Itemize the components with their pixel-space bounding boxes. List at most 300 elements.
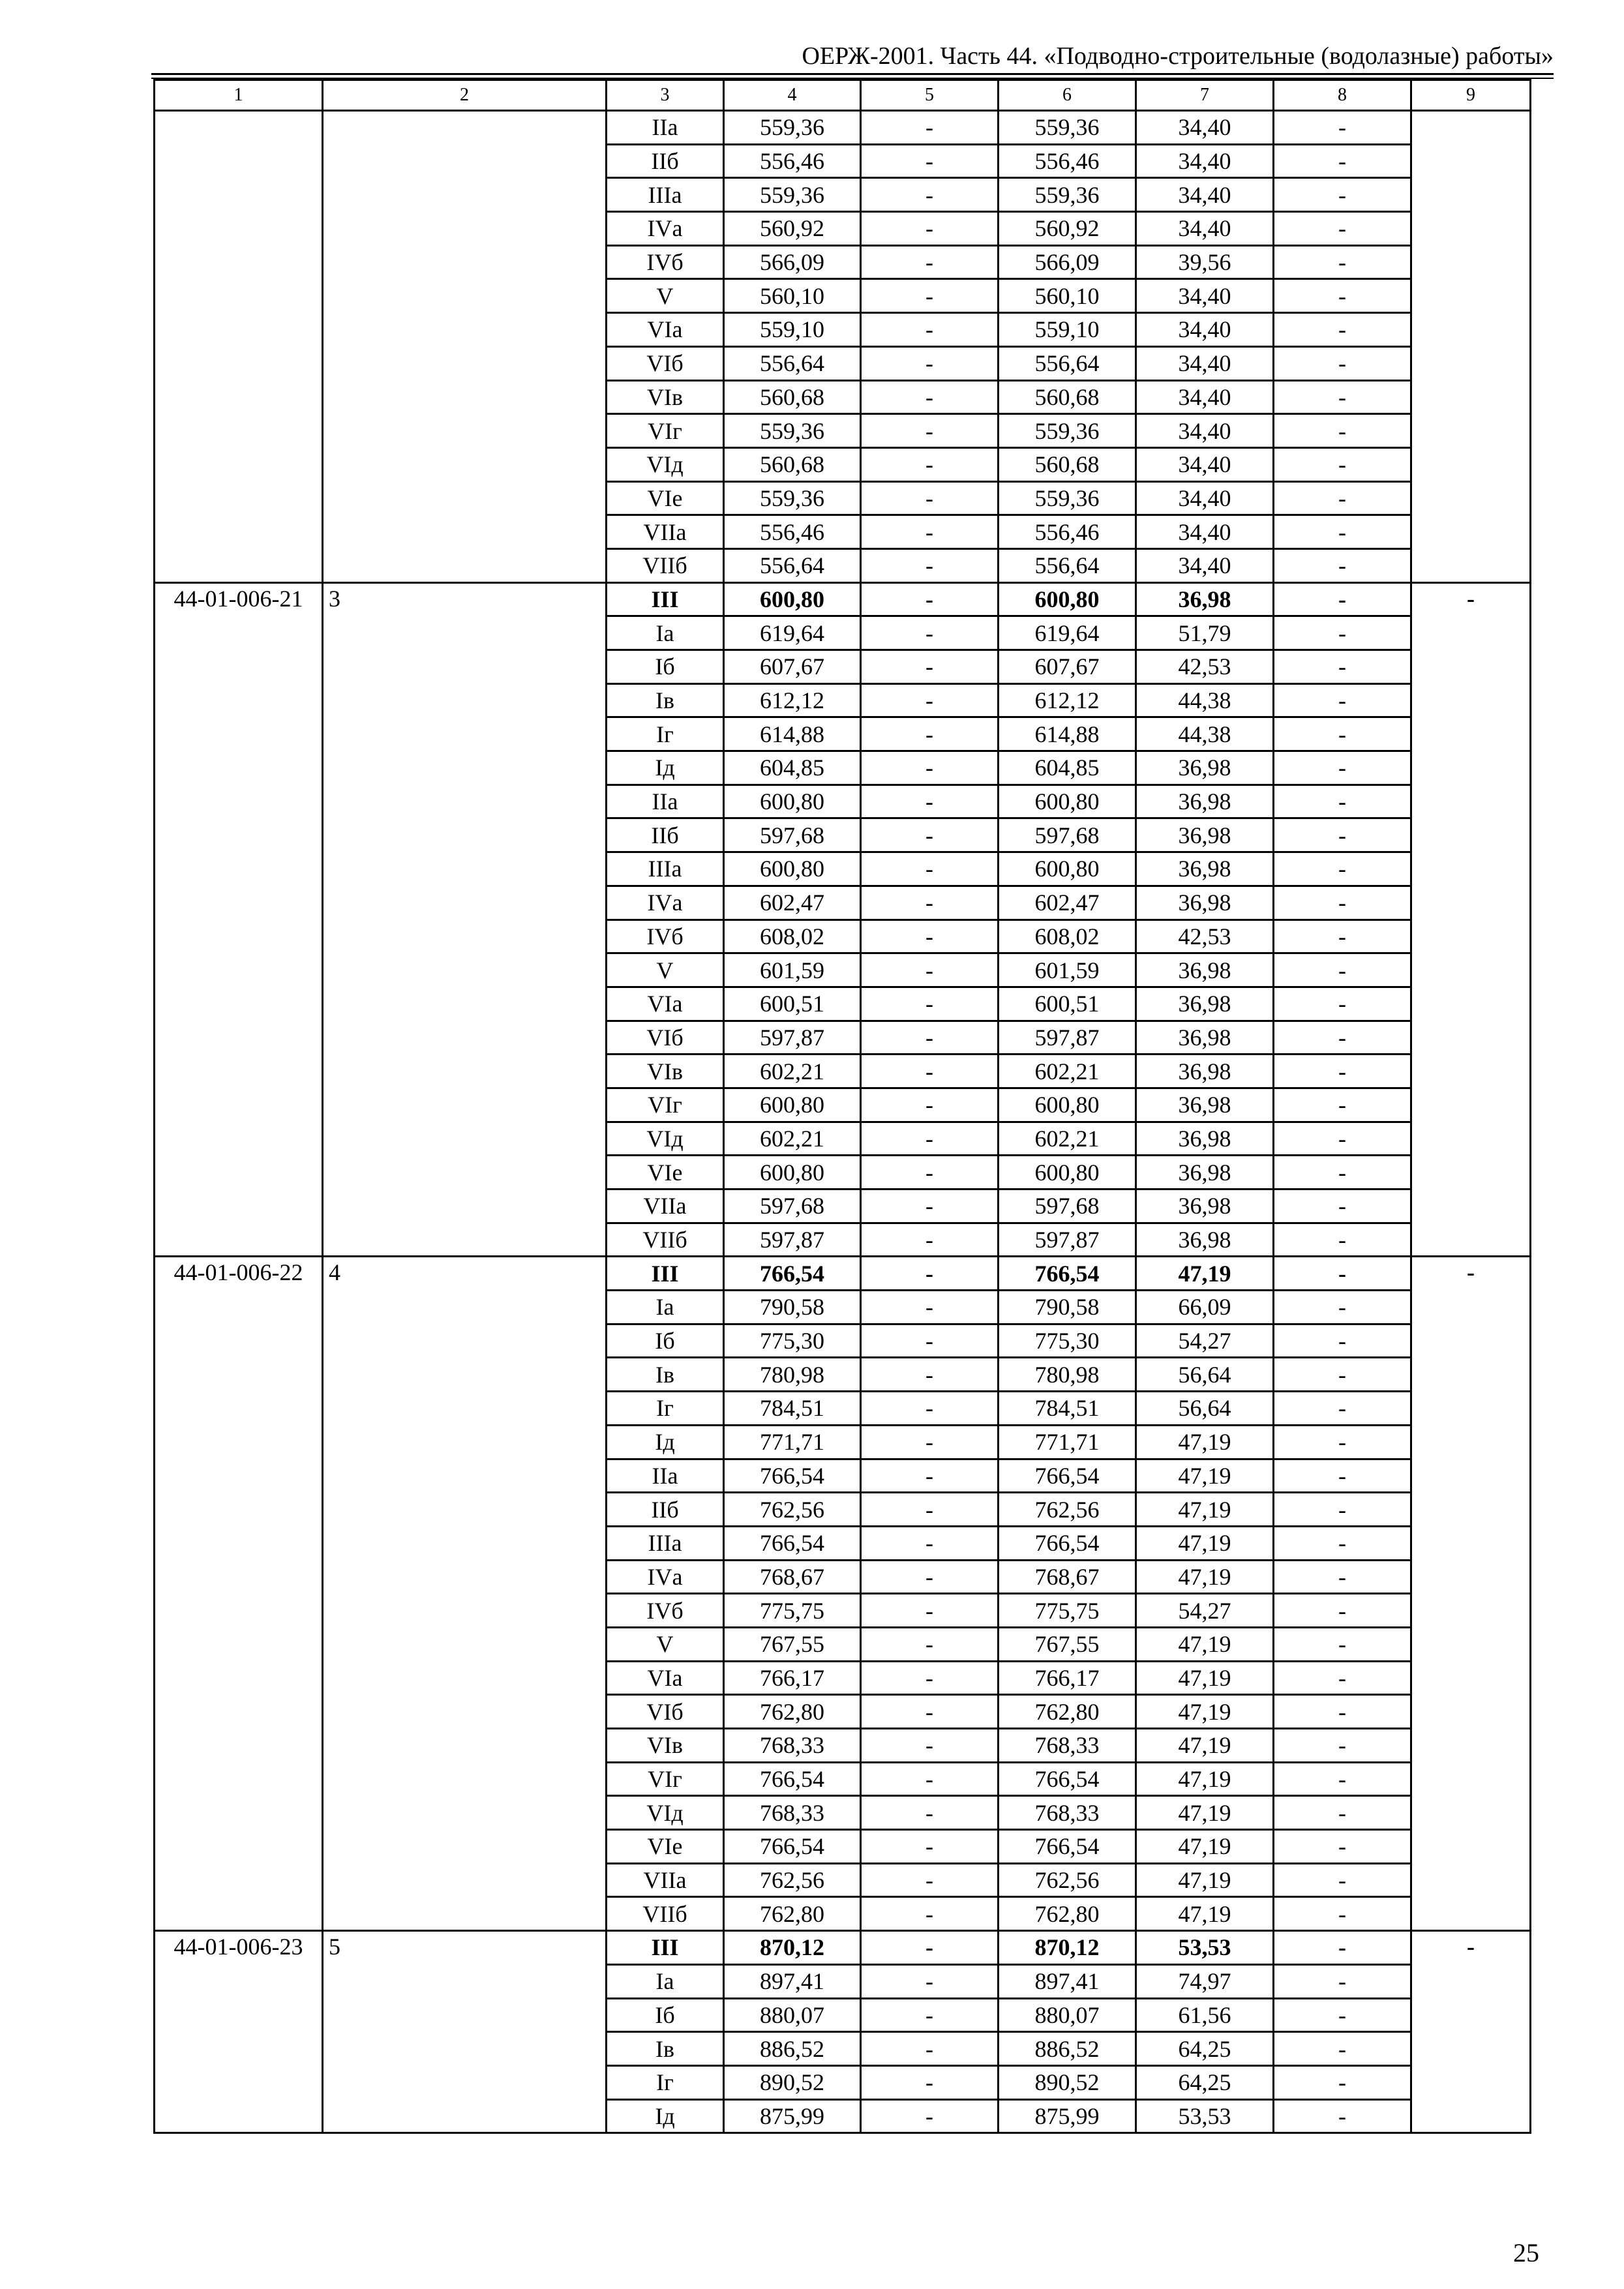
value-cell: - bbox=[1274, 1122, 1411, 1156]
value-cell: 597,87 bbox=[724, 1223, 861, 1257]
value-cell: - bbox=[1274, 616, 1411, 650]
zone-cell: IIа bbox=[607, 111, 724, 145]
value-cell: - bbox=[861, 683, 999, 717]
value-cell: - bbox=[1274, 245, 1411, 279]
value-cell: 34,40 bbox=[1136, 111, 1274, 145]
value-cell: - bbox=[861, 313, 999, 347]
value-cell: - bbox=[1274, 1594, 1411, 1628]
value-cell: 762,80 bbox=[999, 1695, 1136, 1729]
value-cell: 47,19 bbox=[1136, 1729, 1274, 1763]
value-cell: 870,12 bbox=[999, 1931, 1136, 1965]
column-header: 8 bbox=[1274, 80, 1411, 111]
zone-cell: III bbox=[607, 1931, 724, 1965]
value-cell: 559,36 bbox=[999, 178, 1136, 212]
zone-cell: VIе bbox=[607, 1156, 724, 1189]
value-cell: 600,51 bbox=[724, 987, 861, 1021]
value-cell: - bbox=[1274, 212, 1411, 246]
value-cell: - bbox=[1274, 1291, 1411, 1324]
value-cell: - bbox=[1274, 1729, 1411, 1763]
zone-cell: VIIа bbox=[607, 1189, 724, 1223]
zone-cell: IVа bbox=[607, 212, 724, 246]
value-cell: 39,56 bbox=[1136, 245, 1274, 279]
value-cell: - bbox=[1274, 2032, 1411, 2066]
table-row bbox=[155, 1931, 1531, 1965]
value-cell: 766,54 bbox=[724, 1459, 861, 1493]
value-cell: 53,53 bbox=[1136, 2099, 1274, 2133]
value-cell: 766,54 bbox=[999, 1762, 1136, 1796]
value-cell: - bbox=[1274, 279, 1411, 313]
value-cell: 775,30 bbox=[724, 1324, 861, 1358]
value-cell: 607,67 bbox=[724, 650, 861, 684]
value-cell: - bbox=[861, 1695, 999, 1729]
value-cell: 560,92 bbox=[724, 212, 861, 246]
value-cell: 762,56 bbox=[724, 1493, 861, 1527]
value-cell: - bbox=[861, 1493, 999, 1527]
value-cell: - bbox=[1274, 1526, 1411, 1560]
zone-cell: V bbox=[607, 1627, 724, 1661]
value-cell: 36,98 bbox=[1136, 1122, 1274, 1156]
value-cell: 64,25 bbox=[1136, 2065, 1274, 2099]
zone-cell: IVб bbox=[607, 245, 724, 279]
value-cell: - bbox=[1274, 987, 1411, 1021]
zone-cell: IIIа bbox=[607, 852, 724, 886]
value-cell: 559,10 bbox=[724, 313, 861, 347]
value-cell: 768,33 bbox=[724, 1796, 861, 1830]
value-cell: - bbox=[861, 1560, 999, 1594]
zone-cell: Iа bbox=[607, 1964, 724, 1998]
value-cell: - bbox=[1274, 1897, 1411, 1931]
zone-cell: VIд bbox=[607, 1122, 724, 1156]
value-cell: 771,71 bbox=[999, 1425, 1136, 1459]
value-cell: 600,80 bbox=[999, 1088, 1136, 1122]
value-cell: - bbox=[861, 346, 999, 380]
value-cell: - bbox=[861, 1358, 999, 1392]
value-cell: 870,12 bbox=[724, 1931, 861, 1965]
zone-cell: Iб bbox=[607, 1324, 724, 1358]
value-cell: 766,17 bbox=[999, 1661, 1136, 1695]
zone-cell: VIа bbox=[607, 987, 724, 1021]
value-cell: - bbox=[1274, 1493, 1411, 1527]
value-cell: - bbox=[1274, 414, 1411, 448]
value-cell: 34,40 bbox=[1136, 380, 1274, 414]
value-cell: 762,56 bbox=[999, 1863, 1136, 1897]
value-cell: - bbox=[861, 886, 999, 920]
value-cell: - bbox=[1274, 953, 1411, 987]
value-cell: 556,64 bbox=[724, 548, 861, 582]
value-cell: - bbox=[1274, 1156, 1411, 1189]
value-cell: - bbox=[861, 920, 999, 953]
value-cell: - bbox=[1274, 650, 1411, 684]
value-cell: 597,87 bbox=[999, 1021, 1136, 1055]
value-cell: - bbox=[861, 178, 999, 212]
column-header: 2 bbox=[323, 80, 607, 111]
value-cell: - bbox=[861, 1291, 999, 1324]
value-cell: - bbox=[1274, 1392, 1411, 1426]
value-cell: - bbox=[861, 1998, 999, 2032]
value-cell: - bbox=[1274, 515, 1411, 549]
rates-table bbox=[153, 79, 1531, 2134]
value-cell: 771,71 bbox=[724, 1425, 861, 1459]
value-cell: 890,52 bbox=[724, 2065, 861, 2099]
value-cell: 559,36 bbox=[724, 481, 861, 515]
value-cell: 607,67 bbox=[999, 650, 1136, 684]
value-cell: 34,40 bbox=[1136, 481, 1274, 515]
value-cell: 766,54 bbox=[724, 1257, 861, 1291]
value-cell: - bbox=[1274, 1459, 1411, 1493]
value-cell: - bbox=[861, 852, 999, 886]
value-cell: 762,80 bbox=[999, 1897, 1136, 1931]
value-cell: 890,52 bbox=[999, 2065, 1136, 2099]
value-cell: - bbox=[861, 1796, 999, 1830]
value-cell: 47,19 bbox=[1136, 1493, 1274, 1527]
value-cell: - bbox=[1274, 1830, 1411, 1864]
value-cell: 47,19 bbox=[1136, 1560, 1274, 1594]
value-cell: - bbox=[861, 582, 999, 616]
value-cell: 556,46 bbox=[999, 515, 1136, 549]
value-cell: 766,17 bbox=[724, 1661, 861, 1695]
value-cell: 34,40 bbox=[1136, 447, 1274, 481]
value-cell: 600,80 bbox=[724, 582, 861, 616]
zone-cell: VIе bbox=[607, 1830, 724, 1864]
value-cell: - bbox=[861, 1088, 999, 1122]
value-cell: 601,59 bbox=[724, 953, 861, 987]
value-cell: - bbox=[861, 2065, 999, 2099]
value-cell: - bbox=[861, 548, 999, 582]
rate-code-cell: 44-01-006-22 bbox=[155, 1257, 323, 1931]
value-cell: 767,55 bbox=[724, 1627, 861, 1661]
value-cell: - bbox=[1274, 178, 1411, 212]
rate-name-cell: 3 bbox=[323, 582, 607, 1257]
value-cell: 768,33 bbox=[724, 1729, 861, 1763]
value-cell: - bbox=[861, 1863, 999, 1897]
value-cell: - bbox=[861, 1459, 999, 1493]
value-cell: - bbox=[861, 245, 999, 279]
value-cell: - bbox=[1274, 1560, 1411, 1594]
value-cell: 619,64 bbox=[724, 616, 861, 650]
value-cell: 559,36 bbox=[999, 481, 1136, 515]
value-cell: - bbox=[1274, 313, 1411, 347]
zone-cell: IIа bbox=[607, 785, 724, 818]
zone-cell: Iд bbox=[607, 751, 724, 785]
value-cell: 34,40 bbox=[1136, 548, 1274, 582]
value-cell: 51,79 bbox=[1136, 616, 1274, 650]
value-cell: 780,98 bbox=[999, 1358, 1136, 1392]
value-cell: 36,98 bbox=[1136, 751, 1274, 785]
value-cell: - bbox=[861, 1223, 999, 1257]
value-cell: - bbox=[861, 380, 999, 414]
zone-cell: Iд bbox=[607, 2099, 724, 2133]
rate-code-cell: 44-01-006-21 bbox=[155, 582, 323, 1257]
zone-cell: Iа bbox=[607, 1291, 724, 1324]
value-cell: - bbox=[1274, 1931, 1411, 1965]
value-cell: 556,46 bbox=[999, 144, 1136, 178]
value-cell: 47,19 bbox=[1136, 1661, 1274, 1695]
value-cell: 766,54 bbox=[999, 1257, 1136, 1291]
value-cell: 612,12 bbox=[999, 683, 1136, 717]
zone-cell: VIIб bbox=[607, 1223, 724, 1257]
header-rule-thick bbox=[151, 73, 1554, 75]
value-cell: 602,21 bbox=[999, 1122, 1136, 1156]
value-cell: 612,12 bbox=[724, 683, 861, 717]
value-cell: - bbox=[1274, 111, 1411, 145]
value-cell: 886,52 bbox=[999, 2032, 1136, 2066]
value-cell: - bbox=[1274, 1358, 1411, 1392]
value-cell: - bbox=[1274, 818, 1411, 852]
value-cell: 597,68 bbox=[724, 818, 861, 852]
value-cell: 767,55 bbox=[999, 1627, 1136, 1661]
zone-cell: VIв bbox=[607, 1055, 724, 1088]
column-header: 5 bbox=[861, 80, 999, 111]
value-cell: 766,54 bbox=[999, 1830, 1136, 1864]
value-cell: 42,53 bbox=[1136, 920, 1274, 953]
page-header-title: ОЕРЖ-2001. Часть 44. «Подводно-строительные (водолазные) работы» bbox=[802, 42, 1554, 70]
zone-cell: VIб bbox=[607, 1695, 724, 1729]
value-cell: - bbox=[1274, 1021, 1411, 1055]
value-cell: 559,36 bbox=[724, 178, 861, 212]
zone-cell: IVа bbox=[607, 1560, 724, 1594]
value-cell: 560,10 bbox=[999, 279, 1136, 313]
col9-cell bbox=[1411, 111, 1531, 583]
value-cell: - bbox=[861, 1257, 999, 1291]
value-cell: - bbox=[861, 1931, 999, 1965]
value-cell: 36,98 bbox=[1136, 987, 1274, 1021]
value-cell: - bbox=[861, 1055, 999, 1088]
value-cell: 47,19 bbox=[1136, 1459, 1274, 1493]
column-number-row bbox=[155, 80, 1531, 111]
column-header: 9 bbox=[1411, 80, 1531, 111]
value-cell: 780,98 bbox=[724, 1358, 861, 1392]
value-cell: 34,40 bbox=[1136, 279, 1274, 313]
value-cell: 897,41 bbox=[999, 1964, 1136, 1998]
value-cell: 560,68 bbox=[724, 447, 861, 481]
value-cell: 34,40 bbox=[1136, 178, 1274, 212]
value-cell: 47,19 bbox=[1136, 1796, 1274, 1830]
value-cell: - bbox=[1274, 2099, 1411, 2133]
value-cell: 56,64 bbox=[1136, 1392, 1274, 1426]
column-header: 4 bbox=[724, 80, 861, 111]
zone-cell: Iг bbox=[607, 1392, 724, 1426]
value-cell: - bbox=[861, 447, 999, 481]
zone-cell: IVб bbox=[607, 1594, 724, 1628]
value-cell: - bbox=[1274, 1695, 1411, 1729]
value-cell: - bbox=[1274, 683, 1411, 717]
value-cell: - bbox=[1274, 1998, 1411, 2032]
zone-cell: VIб bbox=[607, 1021, 724, 1055]
value-cell: - bbox=[861, 1324, 999, 1358]
value-cell: - bbox=[861, 1594, 999, 1628]
value-cell: 560,10 bbox=[724, 279, 861, 313]
zone-cell: IIа bbox=[607, 1459, 724, 1493]
zone-cell: IIIа bbox=[607, 178, 724, 212]
col9-cell: - bbox=[1411, 1931, 1531, 2133]
value-cell: - bbox=[861, 751, 999, 785]
value-cell: 74,97 bbox=[1136, 1964, 1274, 1998]
value-cell: 47,19 bbox=[1136, 1762, 1274, 1796]
value-cell: 600,80 bbox=[724, 785, 861, 818]
value-cell: 54,27 bbox=[1136, 1594, 1274, 1628]
value-cell: - bbox=[861, 953, 999, 987]
value-cell: 47,19 bbox=[1136, 1830, 1274, 1864]
value-cell: - bbox=[861, 1830, 999, 1864]
value-cell: 601,59 bbox=[999, 953, 1136, 987]
value-cell: 762,80 bbox=[724, 1695, 861, 1729]
zone-cell: VIв bbox=[607, 380, 724, 414]
value-cell: - bbox=[1274, 1964, 1411, 1998]
value-cell: 34,40 bbox=[1136, 515, 1274, 549]
value-cell: - bbox=[1274, 548, 1411, 582]
value-cell: 886,52 bbox=[724, 2032, 861, 2066]
value-cell: 762,56 bbox=[724, 1863, 861, 1897]
value-cell: 875,99 bbox=[724, 2099, 861, 2133]
value-cell: 36,98 bbox=[1136, 818, 1274, 852]
value-cell: - bbox=[861, 1392, 999, 1426]
table-row bbox=[155, 1257, 1531, 1291]
zone-cell: Iг bbox=[607, 717, 724, 751]
value-cell: - bbox=[861, 987, 999, 1021]
value-cell: - bbox=[1274, 1055, 1411, 1088]
value-cell: 34,40 bbox=[1136, 414, 1274, 448]
value-cell: - bbox=[1274, 1863, 1411, 1897]
zone-cell: VIб bbox=[607, 346, 724, 380]
value-cell: 602,21 bbox=[999, 1055, 1136, 1088]
value-cell: - bbox=[861, 616, 999, 650]
zone-cell: Iв bbox=[607, 683, 724, 717]
value-cell: 600,80 bbox=[724, 1088, 861, 1122]
value-cell: 600,80 bbox=[999, 582, 1136, 616]
value-cell: - bbox=[1274, 1324, 1411, 1358]
rate-name-cell: 4 bbox=[323, 1257, 607, 1931]
value-cell: 600,80 bbox=[999, 1156, 1136, 1189]
zone-cell: VIв bbox=[607, 1729, 724, 1763]
value-cell: 34,40 bbox=[1136, 346, 1274, 380]
rate-code-cell: 44-01-006-23 bbox=[155, 1931, 323, 2133]
value-cell: 600,80 bbox=[724, 1156, 861, 1189]
value-cell: - bbox=[1274, 346, 1411, 380]
value-cell: 44,38 bbox=[1136, 717, 1274, 751]
value-cell: 34,40 bbox=[1136, 313, 1274, 347]
value-cell: 619,64 bbox=[999, 616, 1136, 650]
value-cell: - bbox=[861, 414, 999, 448]
value-cell: 36,98 bbox=[1136, 852, 1274, 886]
value-cell: - bbox=[861, 1156, 999, 1189]
value-cell: 560,68 bbox=[724, 380, 861, 414]
zone-cell: VIа bbox=[607, 1661, 724, 1695]
zone-cell: IIб bbox=[607, 1493, 724, 1527]
value-cell: 597,68 bbox=[724, 1189, 861, 1223]
value-cell: - bbox=[861, 717, 999, 751]
value-cell: 597,87 bbox=[999, 1223, 1136, 1257]
value-cell: - bbox=[861, 144, 999, 178]
value-cell: 36,98 bbox=[1136, 1189, 1274, 1223]
zone-cell: III bbox=[607, 1257, 724, 1291]
value-cell: - bbox=[861, 1189, 999, 1223]
value-cell: 608,02 bbox=[999, 920, 1136, 953]
value-cell: - bbox=[861, 818, 999, 852]
column-header: 1 bbox=[155, 80, 323, 111]
value-cell: 768,33 bbox=[999, 1729, 1136, 1763]
rate-code-cell bbox=[155, 111, 323, 583]
value-cell: 36,98 bbox=[1136, 1156, 1274, 1189]
value-cell: 762,80 bbox=[724, 1897, 861, 1931]
col9-cell: - bbox=[1411, 1257, 1531, 1931]
value-cell: 556,46 bbox=[724, 515, 861, 549]
column-header: 7 bbox=[1136, 80, 1274, 111]
value-cell: 36,98 bbox=[1136, 953, 1274, 987]
value-cell: 47,19 bbox=[1136, 1627, 1274, 1661]
value-cell: - bbox=[861, 1526, 999, 1560]
value-cell: 600,80 bbox=[724, 852, 861, 886]
value-cell: 880,07 bbox=[999, 1998, 1136, 2032]
zone-cell: III bbox=[607, 582, 724, 616]
value-cell: - bbox=[861, 212, 999, 246]
value-cell: - bbox=[861, 1729, 999, 1763]
value-cell: - bbox=[1274, 447, 1411, 481]
value-cell: 775,75 bbox=[999, 1594, 1136, 1628]
value-cell: 784,51 bbox=[724, 1392, 861, 1426]
value-cell: 47,19 bbox=[1136, 1897, 1274, 1931]
value-cell: 766,54 bbox=[999, 1459, 1136, 1493]
zone-cell: IIIа bbox=[607, 1526, 724, 1560]
value-cell: - bbox=[861, 785, 999, 818]
zone-cell: VIг bbox=[607, 414, 724, 448]
value-cell: - bbox=[861, 515, 999, 549]
col9-cell: - bbox=[1411, 582, 1531, 1257]
value-cell: - bbox=[1274, 1088, 1411, 1122]
value-cell: 47,19 bbox=[1136, 1425, 1274, 1459]
value-cell: 54,27 bbox=[1136, 1324, 1274, 1358]
value-cell: 559,10 bbox=[999, 313, 1136, 347]
zone-cell: IVб bbox=[607, 920, 724, 953]
value-cell: 559,36 bbox=[999, 111, 1136, 145]
value-cell: 784,51 bbox=[999, 1392, 1136, 1426]
value-cell: - bbox=[861, 1762, 999, 1796]
value-cell: 47,19 bbox=[1136, 1257, 1274, 1291]
table-row bbox=[155, 111, 1531, 145]
value-cell: - bbox=[861, 111, 999, 145]
value-cell: 614,88 bbox=[724, 717, 861, 751]
value-cell: - bbox=[861, 1425, 999, 1459]
value-cell: - bbox=[861, 1122, 999, 1156]
value-cell: - bbox=[861, 650, 999, 684]
value-cell: 600,80 bbox=[999, 852, 1136, 886]
zone-cell: VIд bbox=[607, 447, 724, 481]
value-cell: 560,92 bbox=[999, 212, 1136, 246]
value-cell: 566,09 bbox=[724, 245, 861, 279]
value-cell: - bbox=[1274, 1796, 1411, 1830]
value-cell: - bbox=[1274, 1257, 1411, 1291]
zone-cell: VIа bbox=[607, 313, 724, 347]
value-cell: 556,46 bbox=[724, 144, 861, 178]
zone-cell: VIIб bbox=[607, 548, 724, 582]
table-row bbox=[155, 582, 1531, 616]
zone-cell: VIг bbox=[607, 1088, 724, 1122]
value-cell: 44,38 bbox=[1136, 683, 1274, 717]
value-cell: 602,47 bbox=[724, 886, 861, 920]
value-cell: - bbox=[861, 279, 999, 313]
value-cell: 560,68 bbox=[999, 380, 1136, 414]
value-cell: 36,98 bbox=[1136, 785, 1274, 818]
value-cell: 36,98 bbox=[1136, 1055, 1274, 1088]
value-cell: 36,98 bbox=[1136, 1223, 1274, 1257]
value-cell: 602,47 bbox=[999, 886, 1136, 920]
zone-cell: VIIб bbox=[607, 1897, 724, 1931]
column-header: 6 bbox=[999, 80, 1136, 111]
zone-cell: VIд bbox=[607, 1796, 724, 1830]
value-cell: 47,19 bbox=[1136, 1863, 1274, 1897]
value-cell: - bbox=[1274, 481, 1411, 515]
value-cell: - bbox=[1274, 785, 1411, 818]
value-cell: 614,88 bbox=[999, 717, 1136, 751]
